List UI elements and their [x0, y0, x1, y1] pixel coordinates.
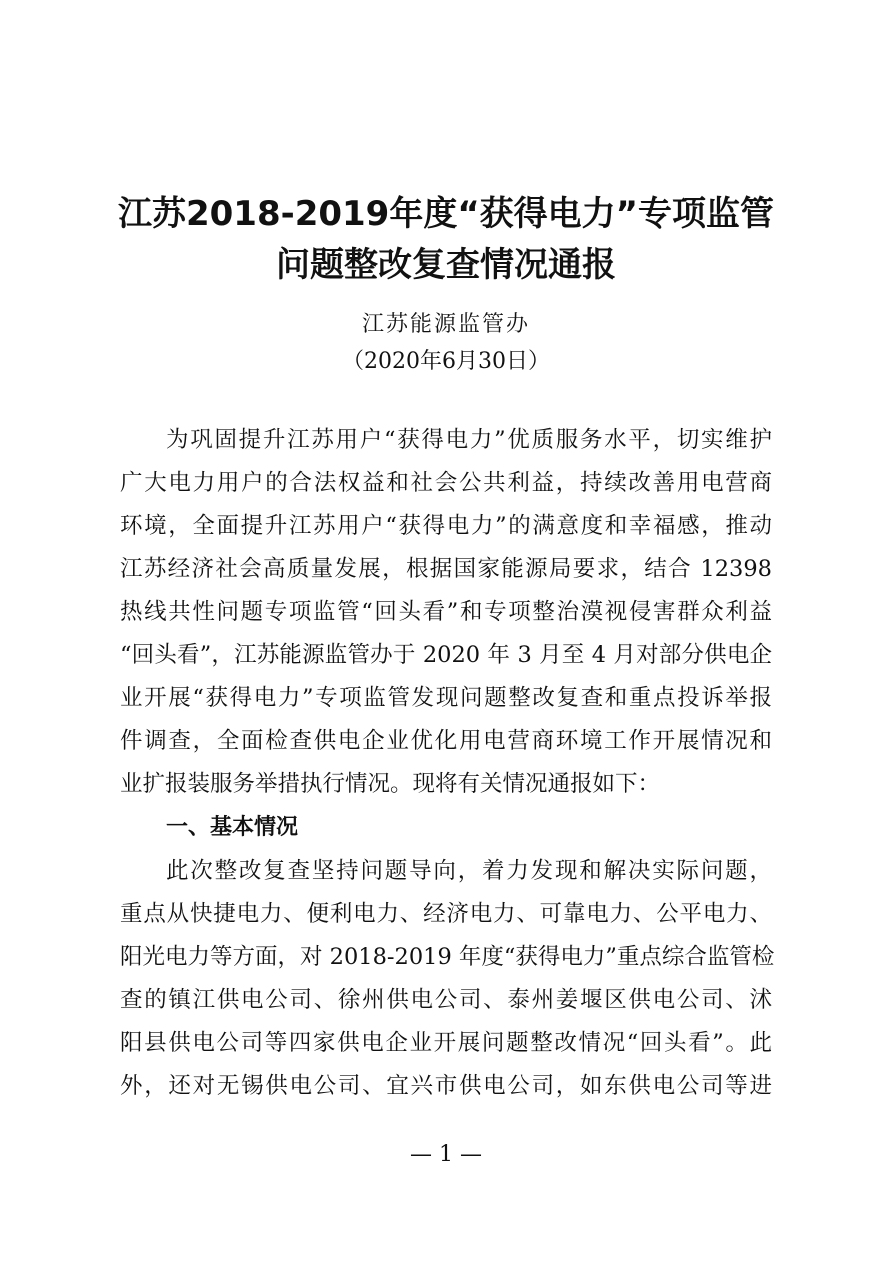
document-title-line-2: 问题整改复查情况通报: [276, 245, 616, 285]
paragraph-1-line-7: 业开展“获得电力”专项监管发现问题整改复查和重点投诉举报: [120, 685, 772, 711]
paragraph-2-line-6: 外，还对无锡供电公司、宜兴市供电公司，如东供电公司等进: [120, 1073, 772, 1099]
paragraph-1-line-6: “回头看”，江苏能源监管办于 2020 年 3 月至 4 月对部分供电企: [120, 642, 772, 668]
paragraph-1-line-4: 江苏经济社会高质量发展，根据国家能源局要求，结合 12398: [120, 556, 772, 582]
issuer: 江苏能源监管办: [361, 312, 530, 337]
paragraph-2-line-3: 阳光电力等方面，对 2018-2019 年度“获得电力”重点综合监管检: [120, 944, 775, 970]
paragraph-1-line-3: 环境，全面提升江苏用户“获得电力”的满意度和幸福感，推动: [120, 513, 772, 539]
paragraph-1-line-5: 热线共性问题专项监管“回头看”和专项整治漠视侵害群众利益: [120, 599, 772, 625]
page-number: — 1 —: [410, 1142, 482, 1167]
paragraph-1-line-2: 广大电力用户的合法权益和社会公共利益，持续改善用电营商: [120, 470, 772, 496]
paragraph-1-line-8: 件调查，全面检查供电企业优化用电营商环境工作开展情况和: [120, 728, 772, 754]
paragraph-1-line-9: 业扩报装服务举措执行情况。现将有关情况通报如下：: [120, 771, 661, 797]
paragraph-2-line-5: 阳县供电公司等四家供电企业开展问题整改情况“回头看”。此: [120, 1030, 772, 1056]
paragraph-2-line-1: 此次整改复查坚持问题导向，着力发现和解决实际问题，: [166, 858, 772, 884]
paragraph-2-line-2: 重点从快捷电力、便利电力、经济电力、可靠电力、公平电力、: [120, 901, 772, 927]
section-heading-basic-situation: 一、基本情况: [166, 815, 299, 840]
issue-date: （2020年6月30日）: [342, 349, 550, 374]
paragraph-2-line-4: 查的镇江供电公司、徐州供电公司、泰州姜堰区供电公司、沭: [120, 987, 772, 1013]
document-title-line-1: 江苏2018-2019年度“获得电力”专项监管: [117, 194, 775, 234]
paragraph-1-line-1: 为巩固提升江苏用户“获得电力”优质服务水平，切实维护: [166, 427, 772, 453]
